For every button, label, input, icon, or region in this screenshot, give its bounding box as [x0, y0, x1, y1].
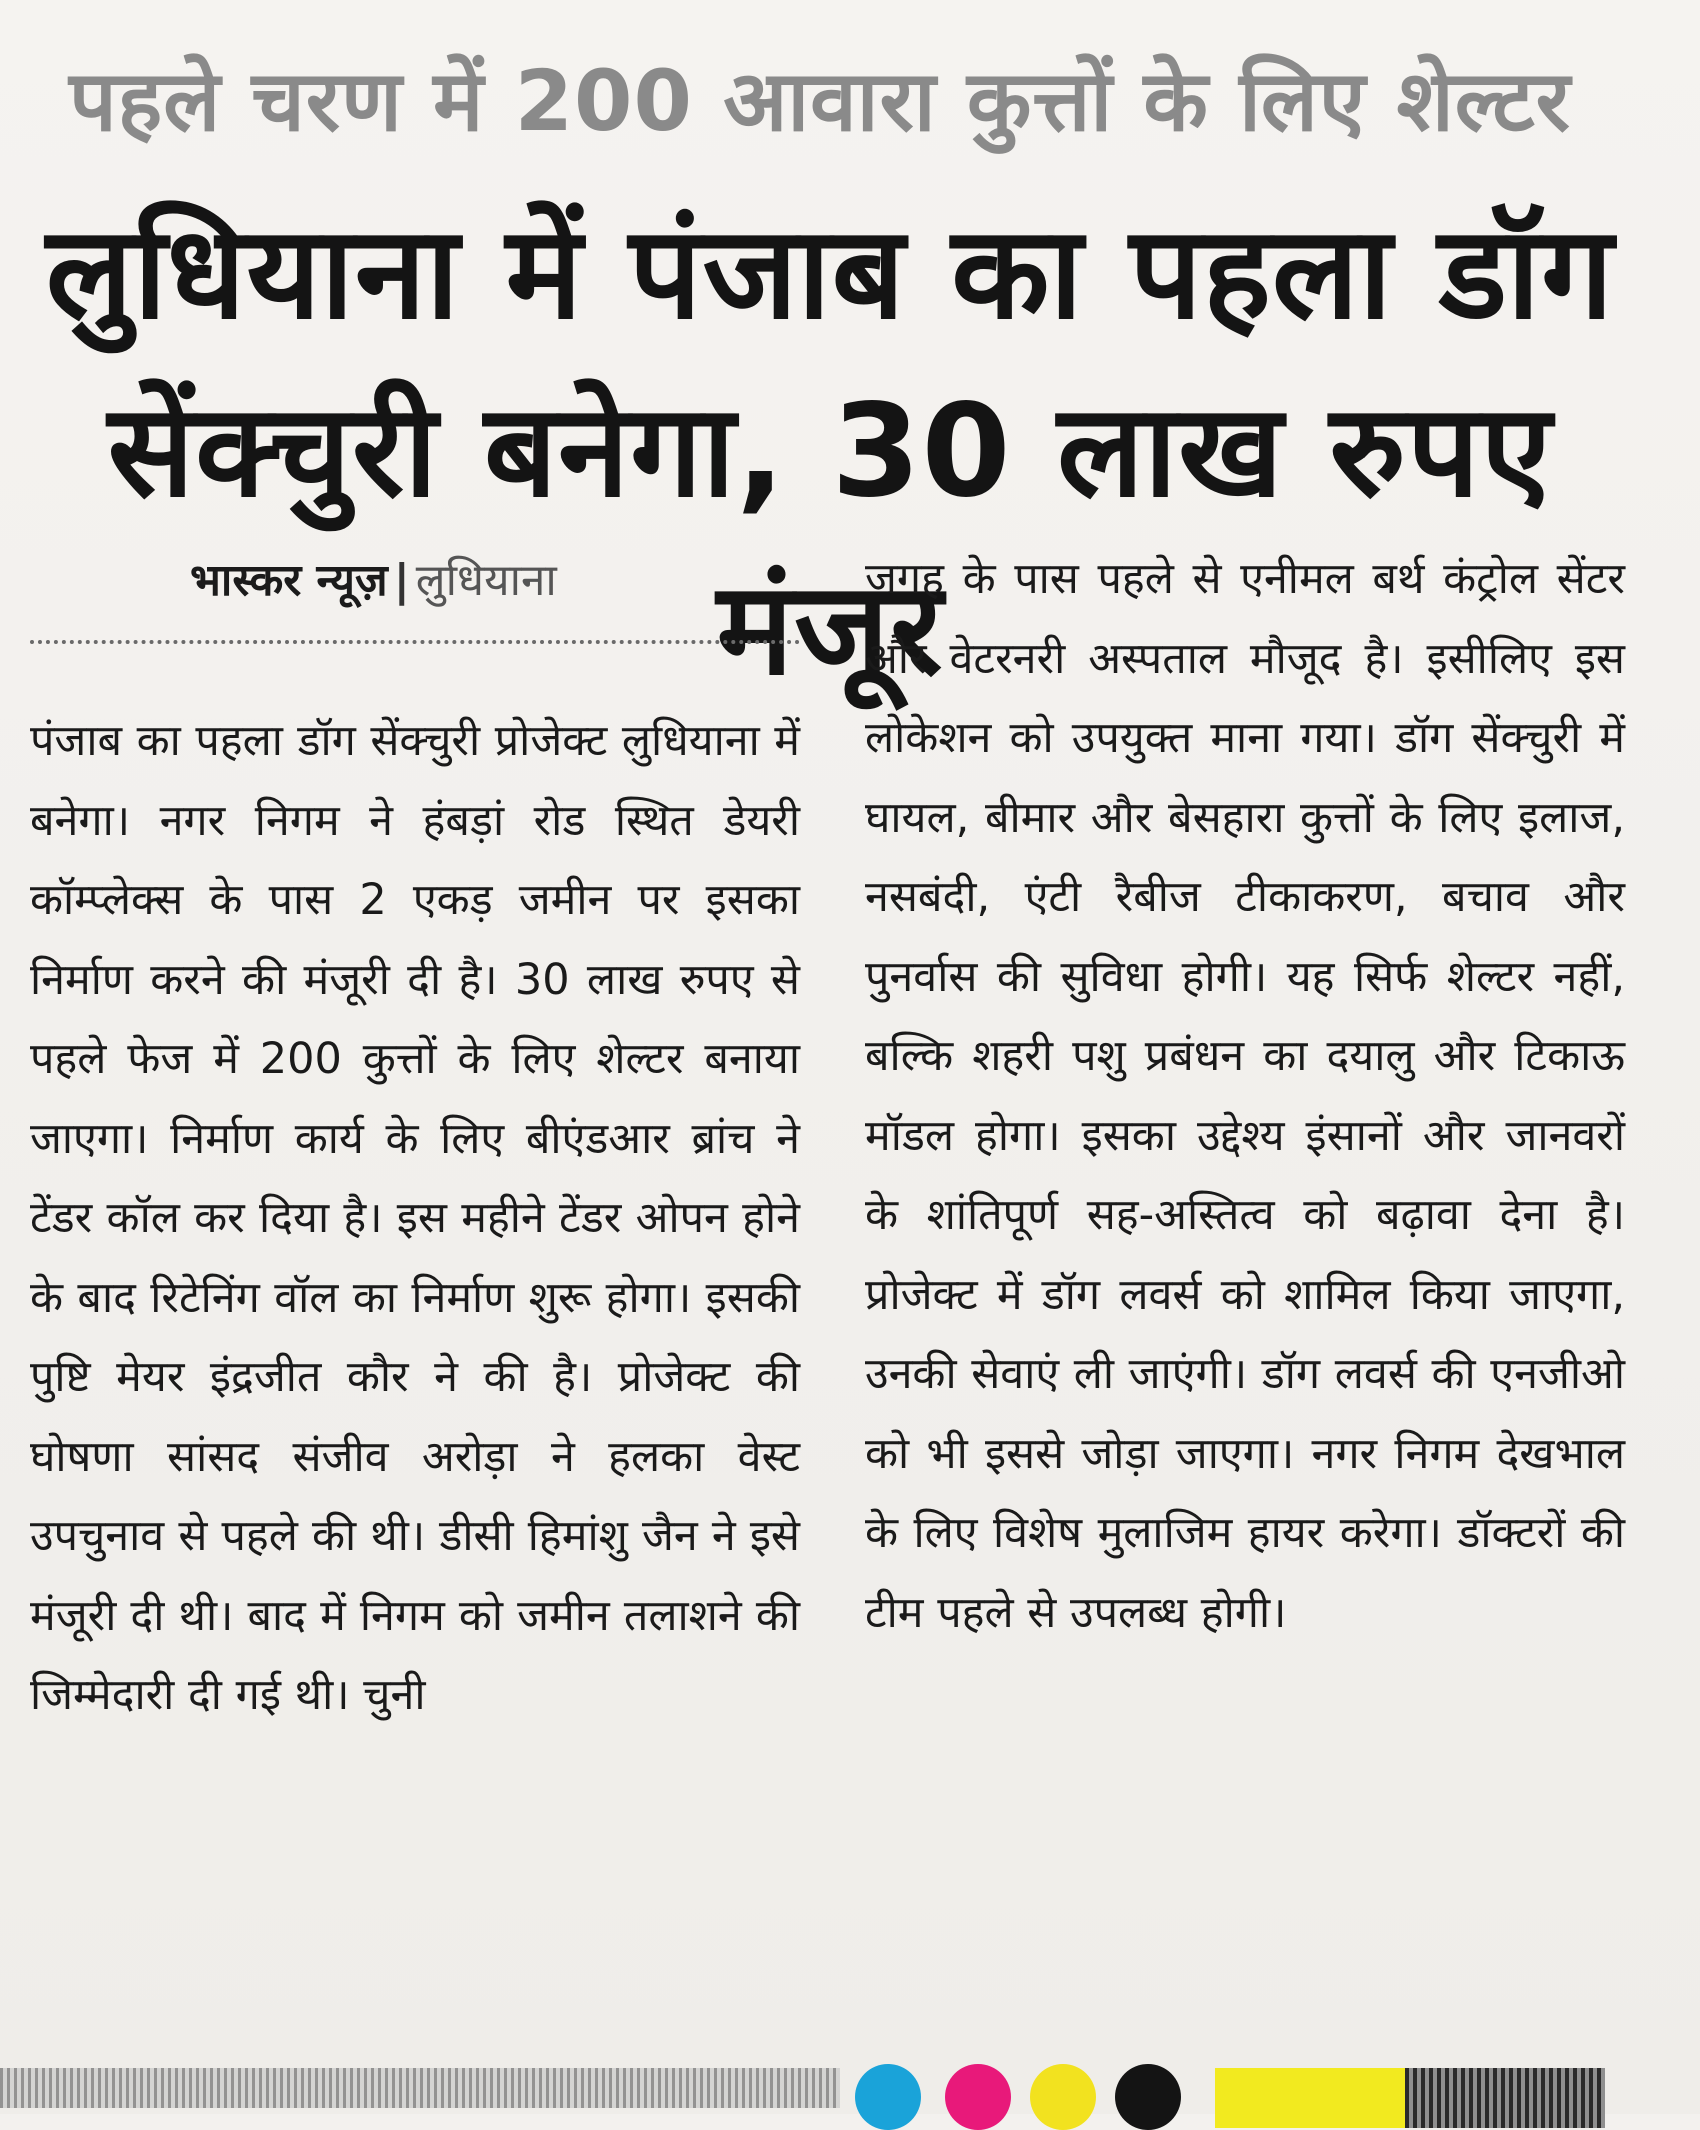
black-dot: [1115, 2064, 1181, 2130]
magenta-dot: [945, 2064, 1011, 2130]
headline-line-1: लुधियाना में पंजाब का पहला डॉग: [45, 199, 1615, 348]
byline-source: भास्कर न्यूज़: [190, 555, 388, 606]
byline-place: लुधियाना: [415, 555, 557, 606]
print-registration-bar: [0, 2060, 1700, 2114]
dotted-divider: [30, 640, 800, 644]
gray-halftone-swatch: [1405, 2068, 1605, 2128]
byline-separator: |: [393, 555, 410, 606]
headline-line-2: सेंक्चुरी बनेगा, 30 लाख रुपए मंजूर: [107, 377, 1553, 704]
article-column-left: पंजाब का पहला डॉग सेंक्चुरी प्रोजेक्ट लुधियाना में बनेगा। नगर निगम ने हंबड़ां रोड स्थित डेयरी कॉम्प्लेक्स के पास 2 एकड़ जमीन पर इसका निर्माण करने की मंजूरी दी है। 30 लाख रुपए से पहले फेज में 200 कुत्तों के लिए शेल्टर बनाया जाएगा। निर्माण कार्य के लिए बीएंडआर ब्रांच ने टेंडर कॉल कर दिया है। इस महीने टेंडर ओपन होने के बाद रिटेनिंग वॉल का निर्माण शुरू होगा। इसकी पुष्टि मेयर इंद्रजीत कौर ने की है। प्रोजेक्ट की घोषणा सांसद संजीव अरोड़ा ने हलका वेस्ट उपचुनाव से पहले की थी। डीसी हिमांशु जैन ने इसे मंजूरी दी थी। बाद में निगम को जमीन तलाशने की जिम्मेदारी दी गई थी। चुनी: [30, 716, 800, 1720]
cyan-dot: [855, 2064, 921, 2130]
article-kicker: पहले चरण में 200 आवारा कुत्तों के लिए शेल्टर: [68, 52, 1572, 150]
article-column-right: जगह के पास पहले से एनीमल बर्थ कंट्रोल सेंटर और वेटरनरी अस्पताल मौजूद है। इसीलिए इस लोकेशन को उपयुक्त माना गया। डॉग सेंक्चुरी में घायल, बीमार और बेसहारा कुत्तों के लिए इलाज, नसबंदी, एंटी रैबीज टीकाकरण, बचाव और पुनर्वास की सुविधा होगी। यह सिर्फ शेल्टर नहीं, बल्कि शहरी पशु प्रबंधन का दयालु और टिकाऊ मॉडल होगा। इसका उद्देश्य इंसानों और जानवरों के शांतिपूर्ण सह-अस्तित्व को बढ़ावा देना है। प्रोजेक्ट में डॉग लवर्स को शामिल किया जाएगा, उनकी सेवाएं ली जाएंगी। डॉग लवर्स की एनजीओ को भी इससे जोड़ा जाएगा। नगर निगम देखभाल के लिए विशेष मुलाजिम हायर करेगा। डॉक्टरों की टीम पहले से उपलब्ध होगी।: [865, 554, 1625, 1638]
yellow-dot: [1030, 2064, 1096, 2130]
halftone-strip: [0, 2068, 840, 2108]
byline: [190, 548, 557, 608]
yellow-swatch: [1215, 2068, 1405, 2128]
